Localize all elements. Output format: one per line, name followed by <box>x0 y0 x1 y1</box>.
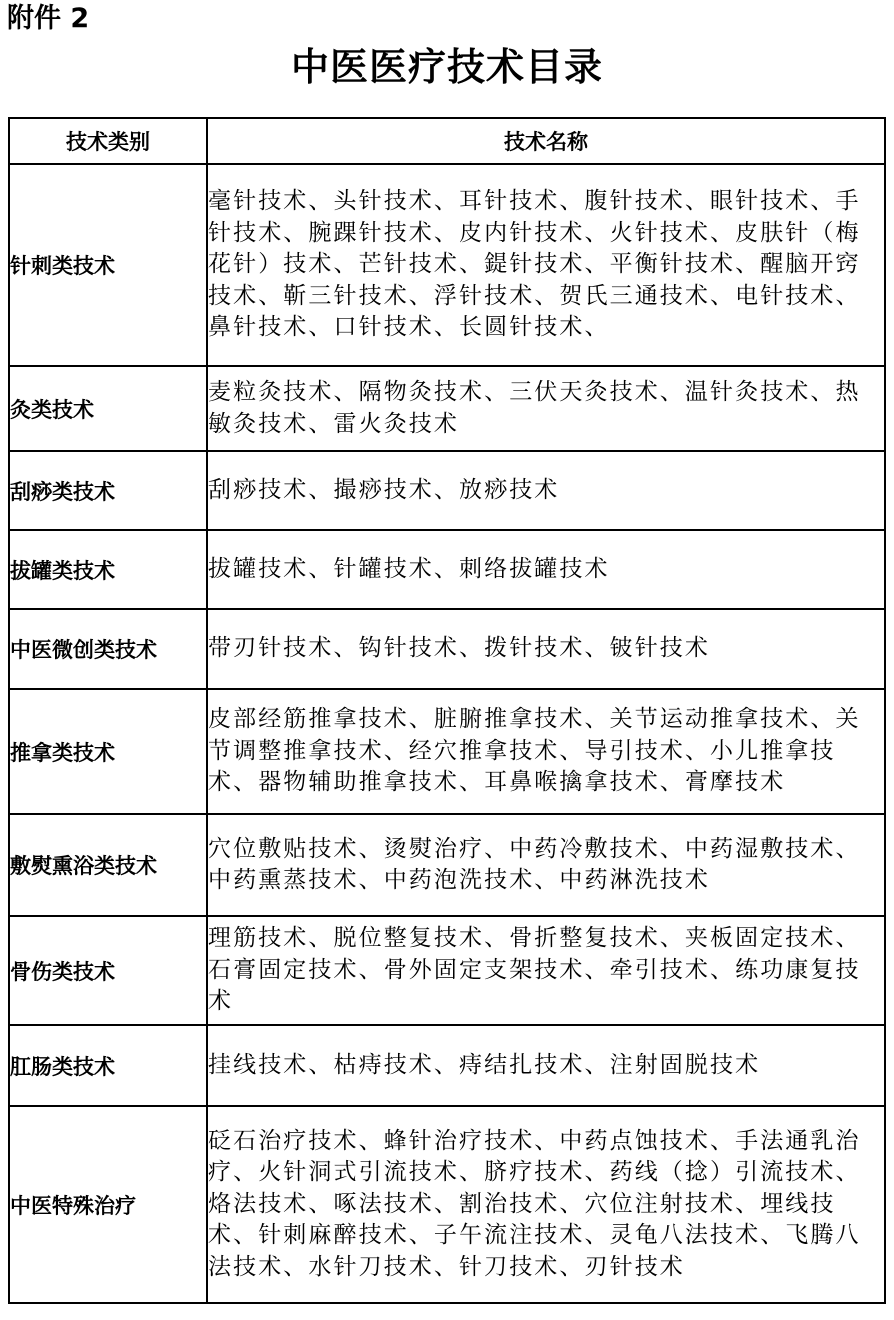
table-row <box>9 366 885 451</box>
category-cell: 推拿类技术 <box>9 689 207 814</box>
table-row <box>9 689 885 814</box>
table-row <box>9 451 885 530</box>
category-cell: 敷熨熏浴类技术 <box>9 814 207 916</box>
technique-names-cell: 拔罐技术、针罐技术、刺络拔罐技术 <box>207 530 885 609</box>
technique-names-cell: 挂线技术、枯痔技术、痔结扎技术、注射固脱技术 <box>207 1025 885 1106</box>
header-technique-names: 技术名称 <box>207 118 885 164</box>
table-row <box>9 1025 885 1106</box>
technique-names-cell: 刮痧技术、撮痧技术、放痧技术 <box>207 451 885 530</box>
technique-names-cell: 皮部经筋推拿技术、脏腑推拿技术、关节运动推拿技术、关节调整推拿技术、经穴推拿技术、导引技术、小儿推拿技术、器物辅助推拿技术、耳鼻喉擒拿技术、膏摩技术 <box>207 689 885 814</box>
category-cell: 骨伤类技术 <box>9 916 207 1025</box>
technique-catalog-table <box>8 117 886 1304</box>
technique-names-cell: 穴位敷贴技术、烫熨治疗、中药冷敷技术、中药湿敷技术、中药熏蒸技术、中药泡洗技术、中药淋洗技术 <box>207 814 885 916</box>
table-row <box>9 814 885 916</box>
technique-names-cell: 理筋技术、脱位整复技术、骨折整复技术、夹板固定技术、石膏固定技术、骨外固定支架技术、牵引技术、练功康复技术 <box>207 916 885 1025</box>
technique-names-cell: 毫针技术、头针技术、耳针技术、腹针技术、眼针技术、手针技术、腕踝针技术、皮内针技术、火针技术、皮肤针（梅花针）技术、芒针技术、鍉针技术、平衡针技术、醒脑开窍技术、靳三针技术、浮针技术、贺氏三通技术、电针技术、鼻针技术、口针技术、长圆针技术、 <box>207 164 885 366</box>
technique-names-cell: 带刃针技术、钩针技术、拨针技术、铍针技术 <box>207 609 885 689</box>
header-category: 技术类别 <box>9 118 207 164</box>
category-cell: 针刺类技术 <box>9 164 207 366</box>
table-row <box>9 609 885 689</box>
table-row <box>9 164 885 366</box>
category-cell: 中医微创类技术 <box>9 609 207 689</box>
technique-names-cell: 砭石治疗技术、蜂针治疗技术、中药点蚀技术、手法通乳治疗、火针洞式引流技术、脐疗技术、药线（捻）引流技术、烙法技术、啄法技术、割治技术、穴位注射技术、埋线技术、针刺麻醉技术、子午流注技术、灵龟八法技术、飞腾八法技术、水针刀技术、针刀技术、刃针技术 <box>207 1106 885 1303</box>
table-row <box>9 916 885 1025</box>
technique-names-cell: 麦粒灸技术、隔物灸技术、三伏天灸技术、温针灸技术、热敏灸技术、雷火灸技术 <box>207 366 885 451</box>
page-title: 中医医疗技术目录 <box>290 45 603 89</box>
category-cell: 中医特殊治疗 <box>9 1106 207 1303</box>
category-cell: 拔罐类技术 <box>9 530 207 609</box>
category-cell: 肛肠类技术 <box>9 1025 207 1106</box>
table-header-row <box>9 118 885 164</box>
table-row <box>9 1106 885 1303</box>
category-cell: 灸类技术 <box>9 366 207 451</box>
attachment-label: 附件 2 <box>7 3 90 34</box>
table-row <box>9 530 885 609</box>
category-cell: 刮痧类技术 <box>9 451 207 530</box>
